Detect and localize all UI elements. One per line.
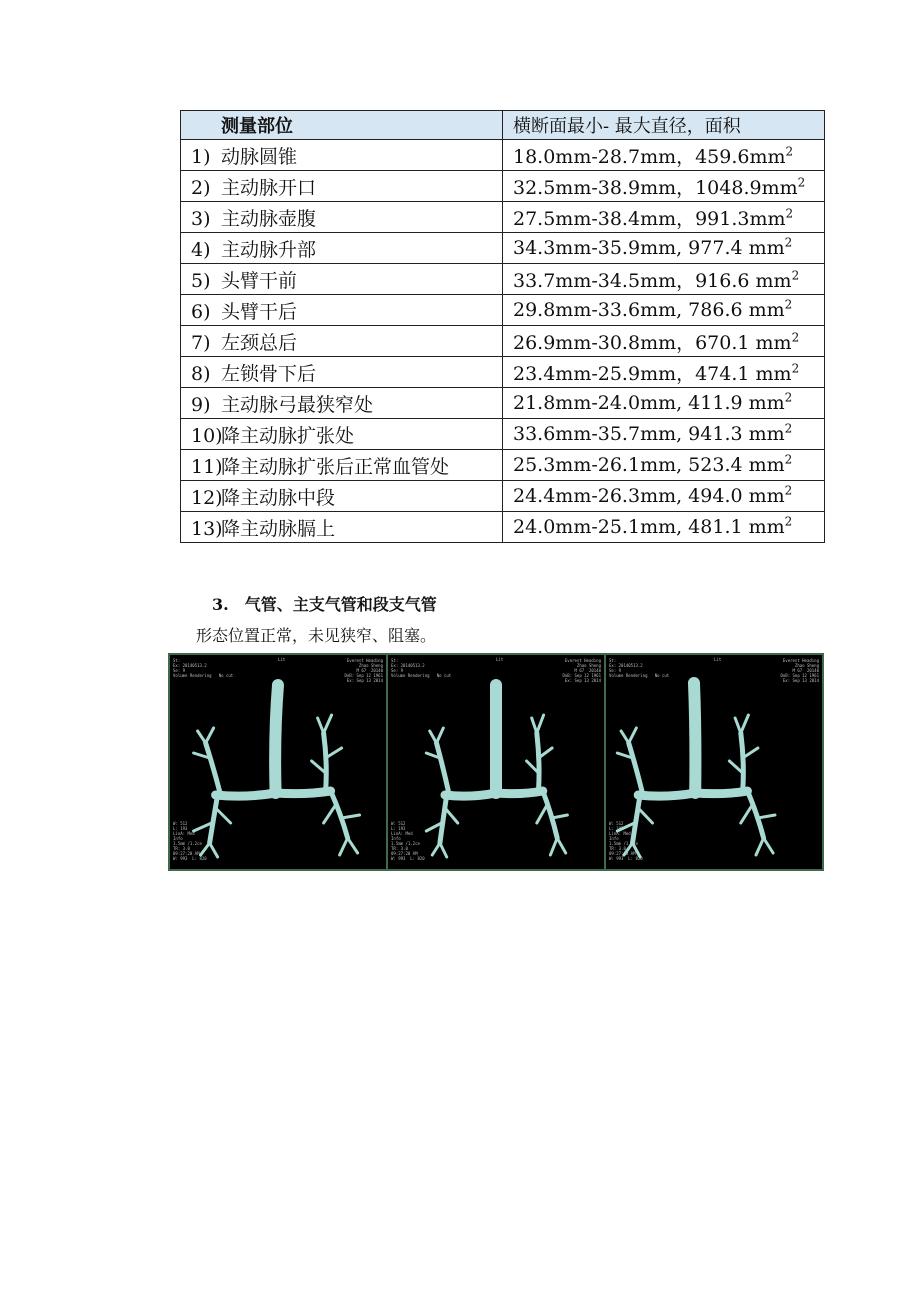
table-header-row bbox=[181, 111, 825, 140]
bronchus-branch bbox=[216, 808, 231, 823]
bronchus-branch bbox=[210, 795, 218, 843]
measurement-value: 33.6mm-35.7mm, 941.3 mm bbox=[513, 423, 785, 445]
site-cell bbox=[181, 326, 503, 357]
overlay-text: St: Ex: 20140513.2 Se: 9 Volume Rendering No cut bbox=[173, 658, 234, 678]
bronchus-branch bbox=[194, 823, 212, 831]
section-text: 形态位置正常，未见狭窄、阻塞。 bbox=[196, 626, 437, 645]
measurement-value: 32.5mm-38.9mm，1048.9mm bbox=[513, 176, 798, 199]
bronchus-branch bbox=[552, 815, 567, 818]
table-row bbox=[181, 264, 825, 295]
site-name: 主动脉开口 bbox=[221, 176, 317, 199]
site-cell bbox=[181, 481, 503, 512]
value-cell bbox=[503, 233, 825, 264]
bronchial-tree-render bbox=[606, 655, 822, 869]
bronchus-branch bbox=[629, 728, 637, 743]
superscript: 2 bbox=[784, 421, 793, 436]
site-cell bbox=[181, 388, 503, 419]
value-cell bbox=[503, 295, 825, 326]
table-row bbox=[181, 419, 825, 450]
bronchus-branch bbox=[633, 843, 641, 857]
value-cell bbox=[503, 388, 825, 419]
superscript: 2 bbox=[784, 483, 793, 498]
site-name: 动脉圆锥 bbox=[221, 145, 298, 168]
table-row bbox=[181, 326, 825, 357]
overlay-text: W: 512 L: 193 LinA: Med Info 1.5mm /1.2ce TR: 3.0 09:27:20 AM W: 993 L: 820 bbox=[609, 821, 643, 861]
overlay-text: Lit bbox=[496, 657, 504, 662]
overlay-text: W: 512 L: 193 LinA: Med Info 1.5mm /1.2ce TR: 3.0 09:27:20 AM W: 993 L: 820 bbox=[391, 821, 425, 861]
table-row bbox=[181, 295, 825, 326]
bronchus-branch bbox=[445, 793, 496, 796]
row-number: 9) bbox=[191, 393, 211, 416]
bronchus-branch bbox=[445, 808, 458, 823]
bronchus-branch bbox=[537, 733, 539, 791]
overlay-text: St: Ex: 20140513.2 Se: 9 Volume Rendering No cut bbox=[391, 658, 452, 678]
row-number: 11) bbox=[191, 455, 223, 478]
table-row bbox=[181, 388, 825, 419]
site-name: 头臂干前 bbox=[221, 269, 298, 292]
measurement-value: 33.7mm-34.5mm，916.6 mm bbox=[513, 269, 792, 292]
bronchus-branch bbox=[557, 838, 566, 853]
bronchus-branch bbox=[747, 791, 763, 838]
row-number: 7) bbox=[191, 331, 211, 354]
bronchial-tree-render bbox=[170, 655, 386, 869]
bronchus-branch bbox=[638, 808, 652, 823]
value-cell bbox=[503, 357, 825, 388]
bronchus-branch bbox=[198, 731, 206, 743]
table-row bbox=[181, 233, 825, 264]
bronchus-branch bbox=[210, 843, 218, 857]
value-cell bbox=[503, 512, 825, 543]
site-cell bbox=[181, 140, 503, 171]
row-number: 3) bbox=[191, 207, 211, 230]
measurement-value: 25.3mm-26.1mm, 523.4 mm bbox=[513, 454, 785, 476]
overlay-text: Everest Heading Zhao Sheng M 67 20140 DoB: Sep 12 1961 Ex: Sep 13 2014 bbox=[344, 658, 383, 683]
site-name: 降主动脉中段 bbox=[221, 486, 336, 509]
site-cell bbox=[181, 233, 503, 264]
bronchus-branch bbox=[532, 718, 537, 733]
superscript: 2 bbox=[785, 144, 794, 159]
site-name: 头臂干后 bbox=[221, 300, 298, 323]
bronchus-branch bbox=[318, 718, 324, 733]
superscript: 2 bbox=[785, 206, 794, 221]
site-cell bbox=[181, 264, 503, 295]
value-cell bbox=[503, 450, 825, 481]
header-site: 测量部位 bbox=[181, 111, 503, 140]
overlay-text: Lit bbox=[278, 657, 286, 662]
row-number: 1) bbox=[191, 145, 211, 168]
bronchus-branch bbox=[543, 791, 557, 838]
measurement-value: 24.4mm-26.3mm, 494.0 mm bbox=[513, 485, 785, 507]
superscript: 2 bbox=[784, 514, 793, 529]
table-row bbox=[181, 450, 825, 481]
value-cell bbox=[503, 264, 825, 295]
row-number: 10) bbox=[191, 424, 223, 447]
bronchus-branch bbox=[624, 843, 633, 855]
bronchial-tree-3d-images bbox=[168, 653, 824, 871]
superscript: 2 bbox=[784, 452, 793, 467]
site-name: 主动脉壶腹 bbox=[221, 207, 317, 230]
bronchus-branch bbox=[741, 805, 752, 823]
bronchus-branch bbox=[440, 795, 447, 843]
overlay-text: St: Ex: 20140513.2 Se: 9 Volume Rendering No cut bbox=[609, 658, 670, 678]
measurement-value: 18.0mm-28.7mm，459.6mm bbox=[513, 145, 786, 168]
section-heading bbox=[212, 592, 437, 615]
site-name: 左颈总后 bbox=[221, 331, 298, 354]
value-cell bbox=[503, 419, 825, 450]
measurement-value: 26.9mm-30.8mm，670.1 mm bbox=[513, 331, 792, 354]
bronchus-branch bbox=[201, 843, 210, 855]
site-cell bbox=[181, 512, 503, 543]
scan-panel-3 bbox=[606, 655, 822, 869]
bronchus-branch bbox=[342, 815, 360, 818]
bronchus-branch bbox=[206, 743, 221, 795]
bronchus-branch bbox=[276, 791, 331, 794]
value-cell bbox=[503, 481, 825, 512]
measurement-value: 24.0mm-25.1mm, 481.1 mm bbox=[513, 516, 785, 538]
bronchus-branch bbox=[621, 731, 629, 743]
superscript: 2 bbox=[791, 268, 800, 283]
bronchus-branch bbox=[437, 728, 444, 743]
bronchial-tree-render bbox=[388, 655, 604, 869]
row-number: 12) bbox=[191, 486, 223, 509]
measurement-value: 21.8mm-24.0mm, 411.9 mm bbox=[513, 392, 785, 414]
value-cell bbox=[503, 202, 825, 233]
value-cell bbox=[503, 171, 825, 202]
bronchus-branch bbox=[312, 761, 326, 773]
site-name: 主动脉升部 bbox=[221, 238, 317, 261]
bronchus-branch bbox=[324, 715, 332, 733]
site-cell bbox=[181, 419, 503, 450]
scan-panel-1 bbox=[170, 655, 388, 869]
bronchus-branch bbox=[694, 683, 695, 793]
bronchus-branch bbox=[275, 685, 278, 793]
bronchus-branch bbox=[695, 791, 747, 794]
bronchus-branch bbox=[331, 791, 348, 838]
measurement-value: 29.8mm-33.6mm, 786.6 mm bbox=[513, 299, 785, 321]
bronchus-branch bbox=[537, 805, 547, 823]
site-name: 主动脉弓最狭窄处 bbox=[221, 393, 374, 416]
bronchus-branch bbox=[324, 733, 327, 791]
superscript: 2 bbox=[791, 330, 800, 345]
site-name: 左锁骨下后 bbox=[221, 362, 317, 385]
value-cell bbox=[503, 326, 825, 357]
bronchus-branch bbox=[633, 795, 641, 843]
bronchus-branch bbox=[496, 791, 543, 794]
measurement-value: 23.4mm-25.9mm，474.1 mm bbox=[513, 362, 792, 385]
bronchus-branch bbox=[764, 838, 774, 853]
section-title: 气管、主支气管和段支气管 bbox=[244, 595, 437, 614]
bronchus-branch bbox=[430, 731, 437, 743]
table-row bbox=[181, 140, 825, 171]
table-row bbox=[181, 481, 825, 512]
site-cell bbox=[181, 450, 503, 481]
measurement-value: 34.3mm-35.9mm, 977.4 mm bbox=[513, 237, 785, 259]
overlay-text: Everest Heading Zhao Sheng M 67 20140 DoB: Sep 12 1961 Ex: Sep 13 2014 bbox=[780, 658, 819, 683]
site-cell bbox=[181, 295, 503, 326]
table-row bbox=[181, 171, 825, 202]
row-number: 6) bbox=[191, 300, 211, 323]
bronchus-branch bbox=[758, 815, 775, 818]
overlay-text: Lit bbox=[714, 657, 722, 662]
table-row bbox=[181, 202, 825, 233]
bronchus-branch bbox=[741, 733, 744, 791]
site-name: 降主动脉扩张处 bbox=[221, 424, 355, 447]
row-number: 5) bbox=[191, 269, 211, 292]
bronchus-branch bbox=[741, 715, 749, 733]
bronchus-branch bbox=[617, 823, 634, 831]
row-number: 2) bbox=[191, 176, 211, 199]
bronchus-branch bbox=[324, 805, 336, 823]
superscript: 2 bbox=[784, 235, 793, 250]
site-name: 降主动脉膈上 bbox=[221, 517, 336, 540]
site-cell bbox=[181, 202, 503, 233]
bronchus-branch bbox=[550, 838, 557, 855]
row-number: 4) bbox=[191, 238, 211, 261]
superscript: 2 bbox=[791, 361, 800, 376]
superscript: 2 bbox=[797, 175, 806, 190]
scan-panel-2 bbox=[388, 655, 606, 869]
bronchus-branch bbox=[735, 718, 741, 733]
table-row bbox=[181, 357, 825, 388]
site-cell bbox=[181, 357, 503, 388]
bronchus-branch bbox=[440, 843, 447, 857]
superscript: 2 bbox=[784, 390, 793, 405]
superscript: 2 bbox=[784, 297, 793, 312]
header-value: 横断面最小- 最大直径，面积 bbox=[503, 111, 825, 140]
bronchus-branch bbox=[638, 793, 695, 796]
bronchus-branch bbox=[432, 843, 440, 855]
value-cell bbox=[503, 140, 825, 171]
row-number: 8) bbox=[191, 362, 211, 385]
bronchus-branch bbox=[216, 793, 276, 796]
measurement-value: 27.5mm-38.4mm，991.3mm bbox=[513, 207, 786, 230]
table-row bbox=[181, 512, 825, 543]
bronchus-branch bbox=[348, 838, 358, 853]
bronchus-branch bbox=[340, 838, 348, 855]
bronchus-branch bbox=[537, 715, 544, 733]
overlay-text: W: 512 L: 193 LinA: Med Info 1.5mm /1.2ce TR: 3.0 09:27:20 AM W: 993 L: 820 bbox=[173, 821, 207, 861]
bronchus-branch bbox=[756, 838, 764, 855]
bronchus-branch bbox=[629, 743, 643, 795]
site-cell bbox=[181, 171, 503, 202]
section-number: 3. bbox=[212, 595, 229, 614]
row-number: 13) bbox=[191, 517, 223, 540]
measurement-table bbox=[180, 110, 825, 543]
overlay-text: Everest Heading Zhao Sheng M 67 20140 DoB: Sep 12 1961 Ex: Sep 13 2014 bbox=[562, 658, 601, 683]
site-name: 降主动脉扩张后正常血管处 bbox=[221, 455, 450, 478]
bronchus-branch bbox=[437, 743, 450, 795]
bronchus-branch bbox=[206, 728, 214, 743]
